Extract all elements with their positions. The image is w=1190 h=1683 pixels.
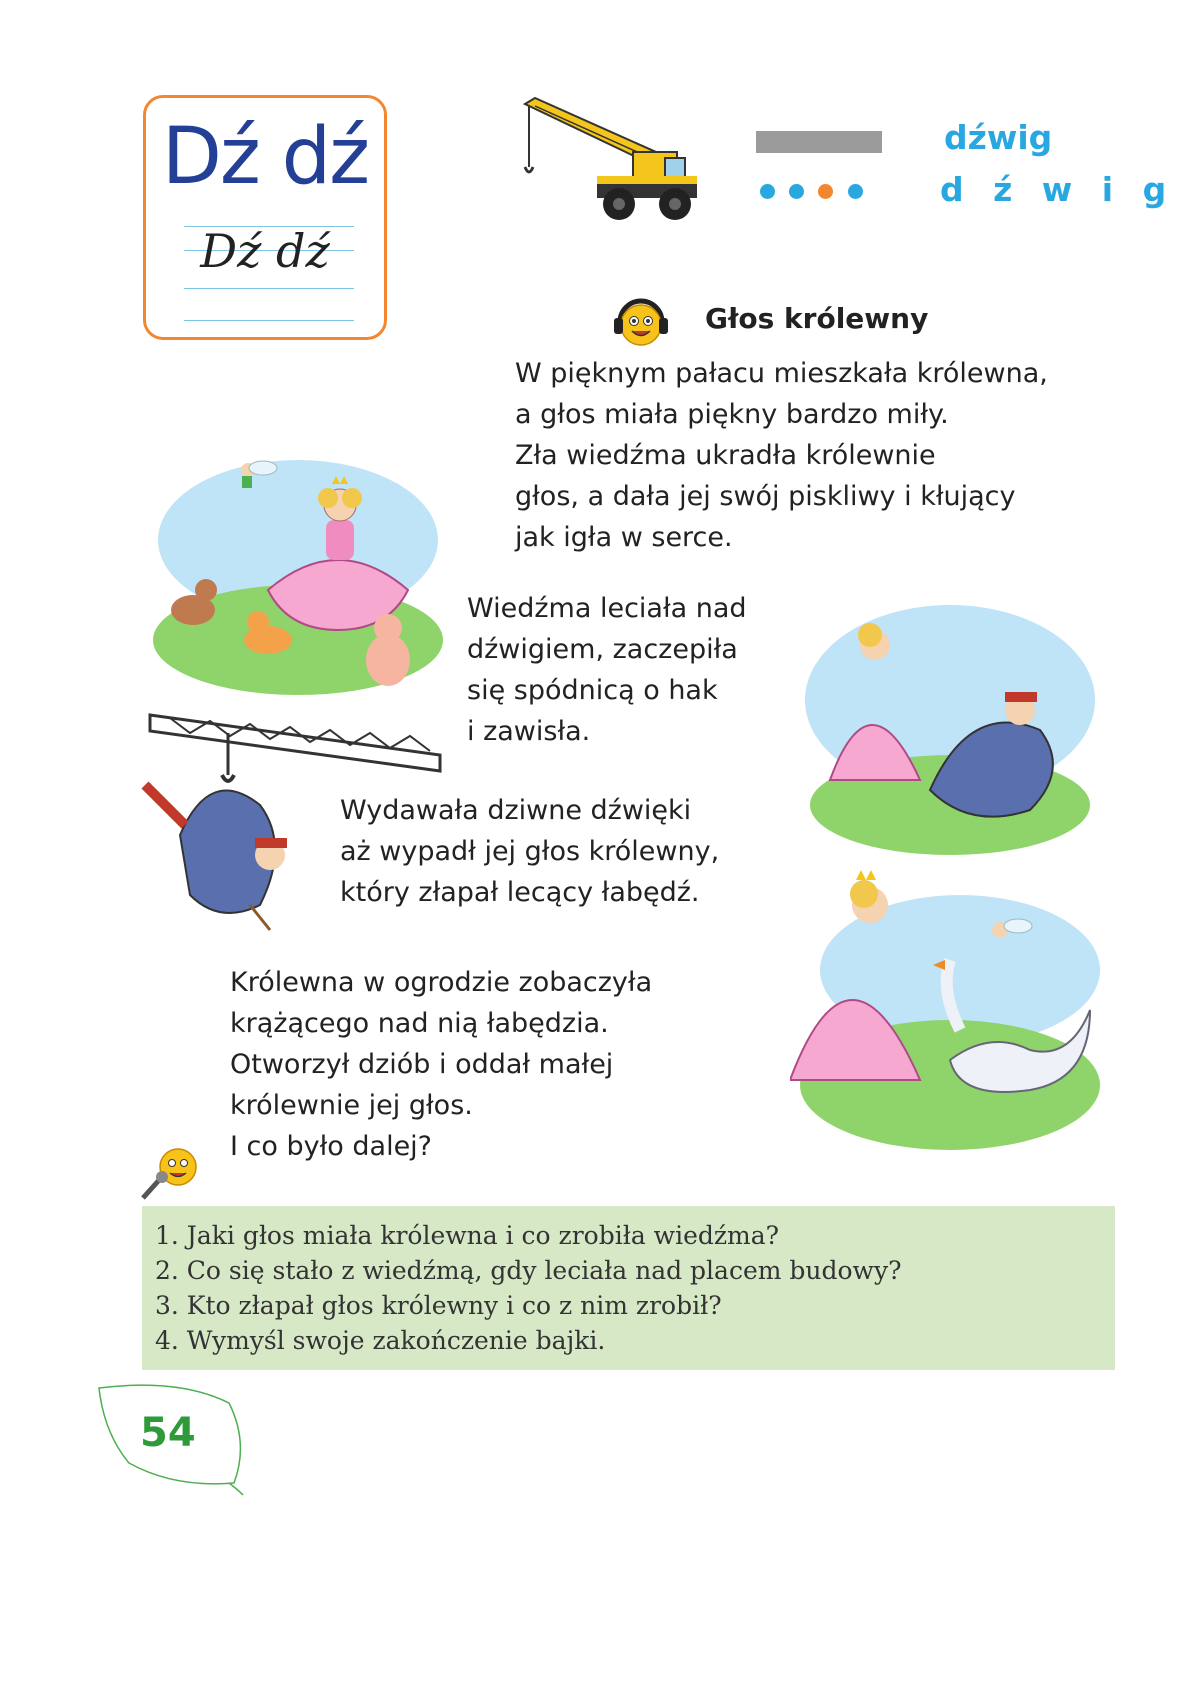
writing-line (184, 288, 354, 289)
question: 2. Co się stało z wiedźmą, gdy leciała nad placem budowy? (155, 1256, 902, 1285)
vowel-consonant-dot (789, 184, 804, 199)
questions-box (142, 1206, 1115, 1370)
story-paragraph: Królewna w ogrodzie zobaczyła krążącego nad nią łabędzia. Otworzył dziób i oddał małej królewnie jej głos. I co było dalej? (230, 967, 653, 1162)
letter-script: Dź dź (200, 224, 330, 278)
story-paragraph: Wydawała dziwne dźwięki aż wypadł jej głos królewny, który złapał lecący łabędź. (340, 795, 720, 908)
question: 1. Jaki głos miała królewna i co zrobiła wiedźma? (155, 1221, 780, 1250)
princess-swan-illustration (790, 860, 1105, 1170)
microphone-smiley-icon (138, 1143, 204, 1201)
writing-line (184, 320, 354, 321)
vowel-consonant-dot (760, 184, 775, 199)
vowel-consonant-dot (848, 184, 863, 199)
word-print: dźwig (944, 118, 1053, 157)
story-paragraph: W pięknym pałacu mieszkała królewna, a głos miała piękny bardzo miły. Zła wiedźma ukradła królewnie głos, a dała jej swój piskliwy i kłujący jak igła w serce. (515, 358, 1048, 553)
question: 3. Kto złapał głos królewny i co z nim zrobił? (155, 1291, 722, 1320)
crane-boom (150, 715, 440, 771)
crane-illustration (515, 92, 715, 230)
princess-witch-illustration (800, 590, 1100, 860)
vowel-consonant-dot (818, 184, 833, 199)
headphones-smiley-icon (612, 294, 670, 352)
story-title: Głos królewny (705, 302, 929, 335)
word-spaced: d ź w i g (940, 170, 1176, 209)
question: 4. Wymyśl swoje zakończenie bajki. (155, 1326, 606, 1355)
princess-dancing-illustration (148, 440, 448, 730)
letter-card (143, 95, 387, 340)
letter-print: Dź dź (161, 112, 369, 202)
story-paragraph: Wiedźma leciała nad dźwigiem, zaczepiła się spódnicą o hak i zawisła. (467, 593, 747, 747)
page-number: 54 (140, 1410, 196, 1456)
syllable-bar (756, 131, 882, 153)
